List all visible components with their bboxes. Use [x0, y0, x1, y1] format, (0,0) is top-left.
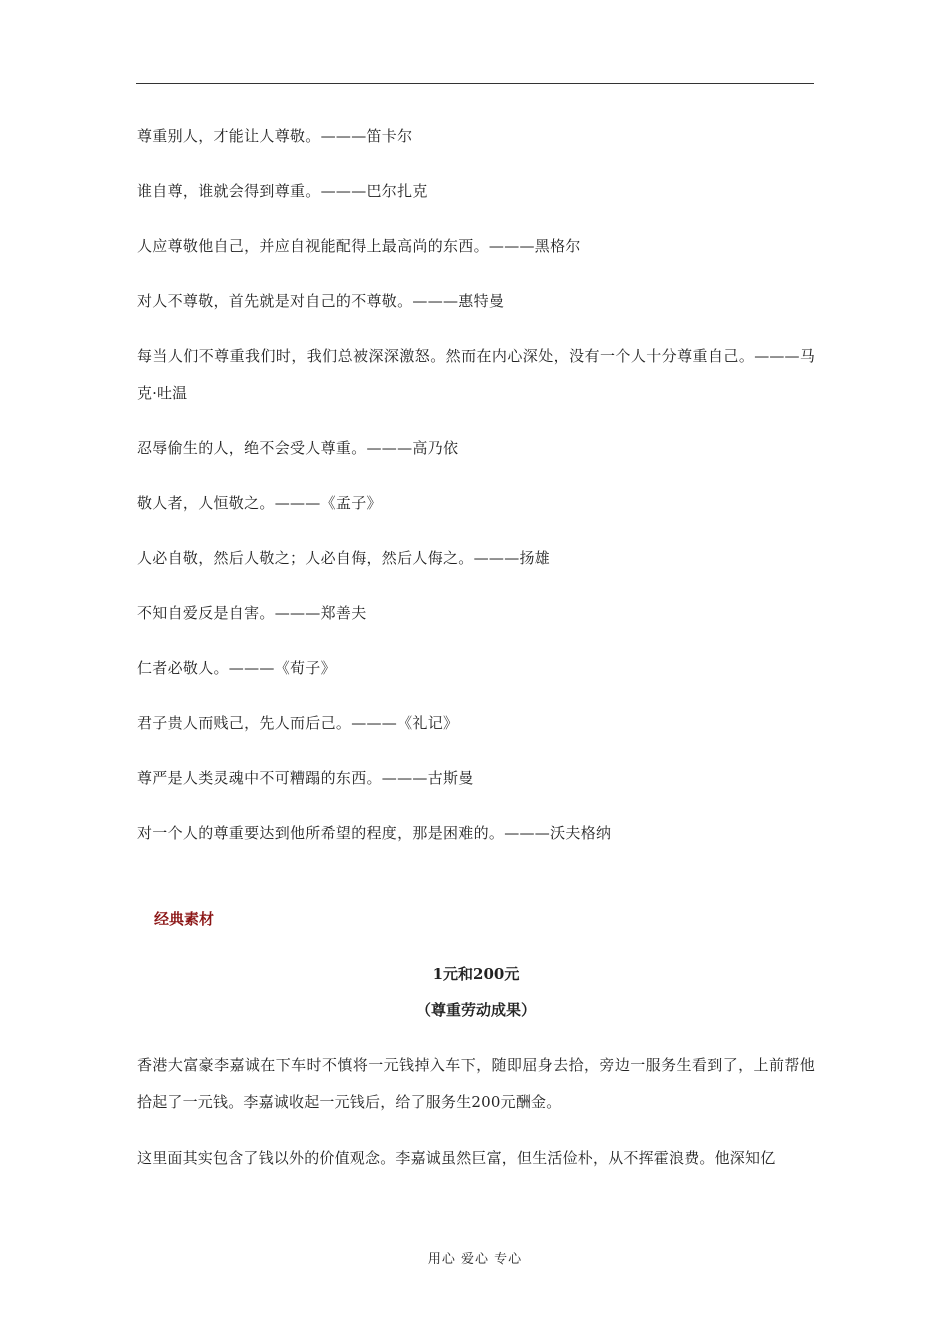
- page-footer: 用心 爱心 专心: [427, 1252, 523, 1267]
- section-title: 经典素材: [154, 910, 215, 928]
- story-title: 1元和200元: [432, 965, 520, 983]
- story-paragraph: 这里面其实包含了钱以外的价值观念。李嘉诚虽然巨富，但生活俭朴，从不挥霍浪费。他深知亿: [137, 1149, 776, 1167]
- quote-line: 尊重别人，才能让人尊敬。———笛卡尔: [137, 127, 413, 145]
- quote-line: 每当人们不尊重我们时，我们总被深深激怒。然而在内心深处，没有一个人十分尊重自己。———马克·吐温: [137, 347, 815, 402]
- quote-line: 人必自敬，然后人敬之；人必自侮，然后人侮之。———扬雄: [137, 549, 551, 567]
- quote-line: 对一个人的尊重要达到他所希望的程度，那是困难的。———沃夫格纳: [137, 824, 612, 842]
- quote-line: 对人不尊敬，首先就是对自己的不尊敬。———惠特曼: [137, 292, 505, 310]
- quote-line: 仁者必敬人。———《荀子》: [137, 659, 336, 677]
- quote-line: 君子贵人而贱己，先人而后己。———《礼记》: [137, 714, 459, 732]
- quote-line: 忍辱偷生的人，绝不会受人尊重。———高乃依: [137, 439, 459, 457]
- quote-line: 尊严是人类灵魂中不可糟蹋的东西。———古斯曼: [137, 769, 474, 787]
- quote-line: 敬人者，人恒敬之。———《孟子》: [137, 494, 382, 512]
- quote-line: 谁自尊，谁就会得到尊重。———巴尔扎克: [137, 182, 428, 200]
- header-rule: [136, 83, 814, 84]
- document-body: [137, 122, 815, 1177]
- quote-line: 人应尊敬他自己，并应自视能配得上最高尚的东西。———黑格尔: [137, 237, 581, 255]
- quote-line: 不知自爱反是自害。———郑善夫: [137, 604, 367, 622]
- story-paragraph: 香港大富豪李嘉诚在下车时不慎将一元钱掉入车下，随即屈身去拾，旁边一服务生看到了，上前帮他拾起了一元钱。李嘉诚收起一元钱后，给了服务生200元酬金。: [137, 1056, 815, 1111]
- story-subtitle: （尊重劳动成果）: [415, 1001, 536, 1019]
